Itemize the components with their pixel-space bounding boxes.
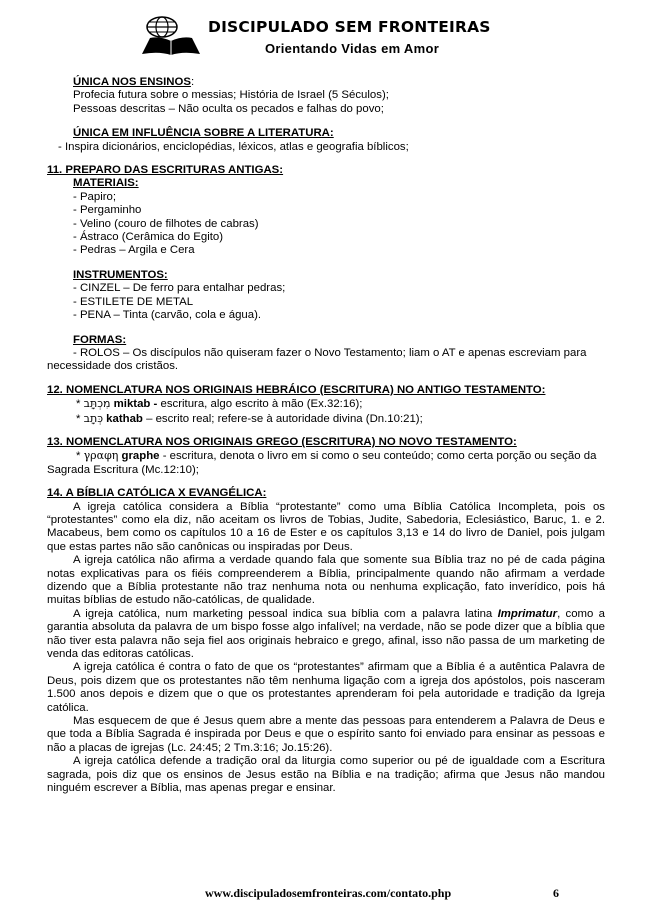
hebrew-term-miktab: * מִכְתָּב miktab - escritura, algo escrito à mão (Ex.32:16); [76, 397, 363, 411]
paragraph: A igreja católica defende a tradição oral da liturgia como superior ou pé de igualdade com a Escritura sagrada, pois diz que os ensinos de Jesus estão na Bíblia e na tradição; afirma que Jesus não mandou ninguém escrever a Bíblia, mas apenas pregar e ensinar. [47, 755, 605, 795]
section-12-heading: 12. NOMENCLATURA NOS ORIGINAIS HEBRÁICO (ESCRITURA) NO ANTIGO TESTAMENTO: [47, 383, 546, 396]
brand-title: DISCIPULADO SEM FRONTEIRAS [208, 18, 491, 36]
footer-url[interactable]: www.discipuladosemfronteiras.com/contato.php [205, 886, 452, 900]
open-book-icon [140, 34, 202, 56]
paragraph: Mas esquecem de que é Jesus quem abre a mente das pessoas para entenderem a Palavra de Deus e que toda a Bíblia Sagrada é inspirada por Deus e que o espírito santo foi enviado para ensinar as pessoas e não a placas de igrejas (Lc. 24:45; 2 Tm.3:16; Jo.15:26). [47, 715, 605, 754]
page-number: 6 [553, 886, 559, 900]
heading-unica-ensinos: ÚNICA NOS ENSINOS: [73, 76, 195, 88]
instrumentos-item: - CINZEL – De ferro para entalhar pedras; [73, 282, 286, 295]
greek-term-graphe: * γραφη graphe - escritura, denota o livro em si como o seu conteúdo; como certa porção ou seção da Sagrada Escritura (Mc.12:10); [47, 449, 597, 476]
ensinos-line-2: Pessoas descritas – Não oculta os pecados e falhas do povo; [73, 102, 384, 115]
formas-heading: FORMAS: [73, 333, 127, 346]
brand-tagline: Orientando Vidas em Amor [265, 41, 440, 56]
instrumentos-item: - ESTILETE DE METAL [73, 295, 194, 308]
literatura-line: - Inspira dicionários, enciclopédias, léxicos, atlas e geografia bíblicos; [58, 140, 409, 153]
section-11-heading: 11. PREPARO DAS ESCRITURAS ANTIGAS: [47, 164, 284, 177]
document-body [47, 76, 605, 796]
heading-unica-literatura: ÚNICA EM INFLUÊNCIA SOBRE A LITERATURA: [73, 127, 334, 140]
instrumentos-item: - PENA – Tinta (carvão, cola e água). [73, 309, 262, 322]
materiais-item: - Ástraco (Cerâmica do Egito) [73, 231, 224, 244]
instrumentos-heading: INSTRUMENTOS: [73, 268, 168, 281]
paragraph: A igreja católica é contra o fato de que os “protestantes” afirmam que a Bíblia é a autêntica Palavra de Deus, pois dizem que os protestantes não têm nenhuma ligação com a igreja dos apóstolos, pois nasceram 1.500 anos depois e dizem que o que os protestantes aprenderam foi pela autoridade e tradição da Igreja católica. [47, 661, 605, 714]
section-13-heading: 13. NOMENCLATURA NOS ORIGINAIS GREGO (ESCRITURA) NO NOVO TESTAMENTO: [47, 435, 517, 448]
ensinos-line-1: Profecia futura sobre o messias; História de Israel (5 Séculos); [73, 89, 389, 102]
paragraph: A igreja católica, num marketing pessoal indica sua bíblia com a palavra latina Imprimatur, como a garantia absoluta da palavra de um bispo fosse algo infalível; na verdade, não se pode dizer que a bíblia que não tiver esta palavra não seja fiel aos originais hebraico e grego, afinal, isso não passa de um marketing de venda das editoras católicas. [47, 607, 605, 661]
materiais-item: - Papiro; [73, 190, 117, 203]
materiais-heading: MATERIAIS: [73, 177, 139, 190]
hebrew-term-kathab: * כְּתָב kathab – escrito real; refere-se à autoridade divina (Dn.10:21); [76, 411, 423, 425]
paragraph: A igreja católica não afirma a verdade quando fala que somente sua Bíblia traz no pé de cada página notas explicativas para os fiéis compreenderem a Bíblia, principalmente quando não afirmam a verdade dizendo que a Bíblia protestante não traz nenhuma nota ou nenhuma explicação, fato inverídico, pois há muitas bíblias de estudo não-católicas, de qualidade. [47, 554, 605, 607]
page-header [0, 0, 650, 60]
materiais-item: - Velino (couro de filhotes de cabras) [73, 217, 259, 230]
materiais-item: - Pergaminho [73, 204, 142, 217]
paragraph: A igreja católica considera a Bíblia “protestante” como uma Bíblia Católica Incompleta, pois os “protestantes” como ela diz, não aceitam os livros de Tobias, Judite, Sabedoria, Eclesiástico, Baruc, 1. e 2. Macabeus, bem como os capítulos 10 a 16 de Ester e os capítulos 3,13 e 14 do livro de Daniel, pois julgam que estas partes não são canônicas ou inspiradas por Deus. [47, 500, 605, 553]
formas-text: - ROLOS – Os discípulos não quiseram fazer o Novo Testamento; liam o AT e apenas escreviam para necessidade dos cristãos. [47, 346, 587, 373]
materiais-item: - Pedras – Argila e Cera [73, 244, 195, 257]
section-14-heading: 14. A BÍBLIA CATÓLICA X EVANGÉLICA: [47, 487, 267, 500]
